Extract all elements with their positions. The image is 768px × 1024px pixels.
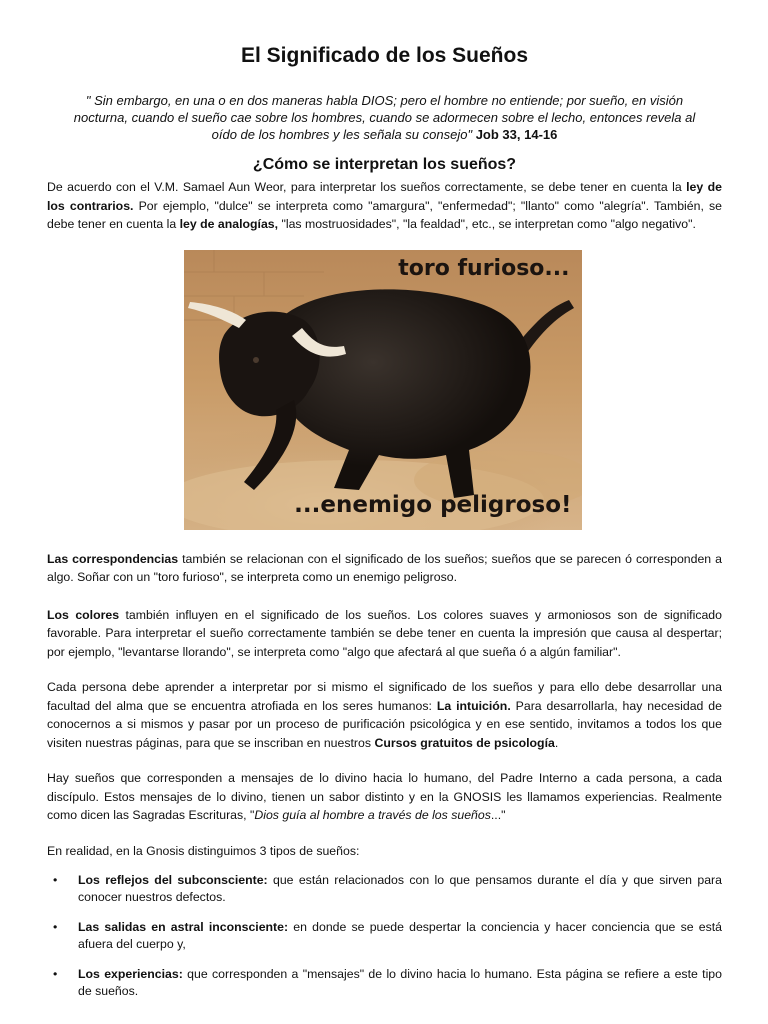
mensajes-text-1: Hay sueños que corresponden a mensajes de lo divino hacia lo humano, del Padre Interno a cada persona, a cada discípulo. Estos mensajes de lo divino, tienen un sabor distinto y en la GNOSIS les llamamos experiencias. Realmente como dicen las Sagradas Escrituras, " <box>47 771 722 822</box>
ley-contrarios: ley de los contrarios. <box>47 180 722 213</box>
bible-quote <box>69 92 700 143</box>
colores-paragraph <box>47 606 722 662</box>
quote-reference: Job 33, 14-16 <box>475 127 558 142</box>
list-item-text: en donde se puede despertar la conciencia y hacer conciencia que se está afuera del cuerpo y, <box>78 920 723 951</box>
dream-types-list <box>47 872 722 1000</box>
cursos-term: Cursos gratuitos de psicología <box>374 735 555 750</box>
bullet-icon: • <box>53 967 58 981</box>
correspondencias-paragraph <box>47 550 722 587</box>
list-item <box>47 966 722 1000</box>
correspondencias-text: también se relacionan con el significado de los sueños; sueños que se parecen ó corresponden a algo. Soñar con un "toro furioso", se interpreta como un enemigo peligroso. <box>47 551 722 584</box>
ley-analogias: ley de analogías, <box>179 217 279 231</box>
list-item-label: Los reflejos del subconsciente: <box>78 873 268 887</box>
bull-image <box>184 250 582 530</box>
bullet-icon: • <box>53 873 58 887</box>
list-item-text: que corresponden a "mensajes" de lo divino hacia lo humano. Esta página se refiere a este tipo de sueños. <box>78 967 722 998</box>
list-item-label: Los experiencias: <box>78 967 183 981</box>
page-title: El Significado de los Sueños <box>240 44 529 67</box>
intro-text-1: De acuerdo con el V.M. Samael Aun Weor, para interpretar los sueños correctamente, se debe tener en cuenta la <box>47 180 687 194</box>
mensajes-paragraph <box>47 769 722 825</box>
intro-text-3: "las mostruosidades", "la fealdad", etc., se interpretan como "algo negativo". <box>278 217 696 231</box>
caption-bottom: ...enemigo peligroso! <box>294 491 572 518</box>
bullet-icon: • <box>53 920 58 934</box>
section-heading: ¿Cómo se interpretan los sueños? <box>252 156 517 173</box>
intuicion-text-1: Cada persona debe aprender a interpretar por si mismo el significado de los sueños y para ello debe desarrollar una facultad del alma que se encuentra atrofiada en los seres humanos: <box>47 680 722 713</box>
intro-text-2: Por ejemplo, "dulce" se interpreta como "amargura", "enfermedad"; "llanto" como "alegría". También, se debe tener en cuenta la <box>47 198 722 231</box>
intuicion-text-3: . <box>554 735 559 750</box>
intuicion-paragraph <box>47 678 722 752</box>
quote-text: " Sin embargo, en una o en dos maneras habla DIOS; pero el hombre no entiende; por sueño, en visión nocturna, cuando el sueño cae sobre los hombres, cuando se adormecen sobre el lecho, entonces revela al oído de los hombres y les señala su consejo" <box>73 93 696 142</box>
tipos-intro: En realidad, en la Gnosis distinguimos 3 tipos de sueños: <box>47 843 360 858</box>
intuicion-text-2: Para desarrollarla, hay necesidad de conocernos a si mismos y pasar por un proceso de purificación psicológica y en ese sentido, invitamos a todos los que visiten nuestras páginas, para que se inscriban en nuestros <box>47 698 722 750</box>
list-item-label: Las salidas en astral inconsciente: <box>78 920 289 934</box>
intuicion-term: La intuición. <box>436 698 511 713</box>
bull-illustration <box>184 250 582 530</box>
intro-paragraph <box>47 178 722 234</box>
list-item <box>47 872 722 906</box>
mensajes-quote: Dios guía al hombre a través de los sueños <box>254 808 491 822</box>
colores-text: también influyen en el significado de los sueños. Los colores suaves y armoniosos son de significado favorable. Para interpretar el sueño correctamente también se debe tener en cuenta la impresión que causa al despertar; por ejemplo, "levantarse llorando", se interpreta como "algo que afectará al que sueña ó a algún familiar". <box>47 607 722 659</box>
correspondencias-term: Las correspondencias <box>47 551 179 566</box>
list-item <box>47 919 722 953</box>
caption-top: toro furioso... <box>398 255 570 281</box>
list-item-text: que están relacionados con lo que pensamos durante el día y que sirven para conocer nuestros defectos. <box>78 873 722 904</box>
colores-term: Los colores <box>47 607 120 622</box>
mensajes-text-2: ..." <box>490 808 506 822</box>
